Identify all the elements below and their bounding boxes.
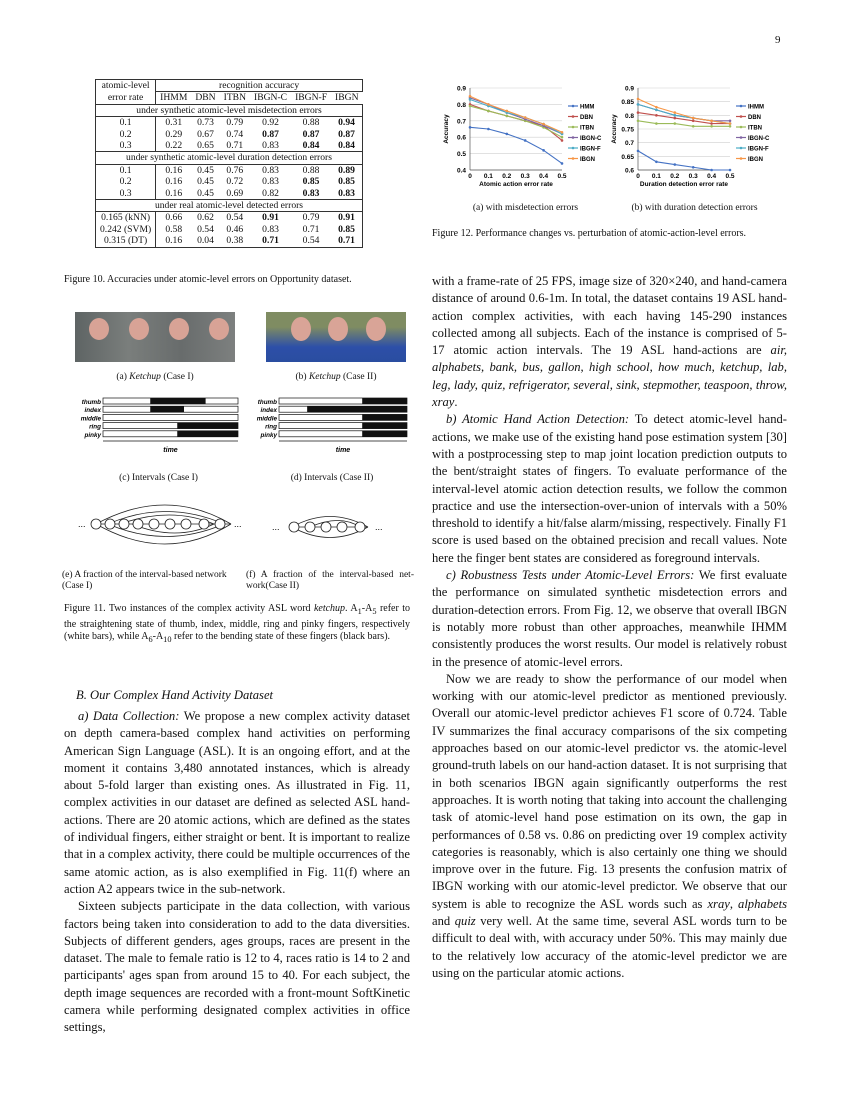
data-point (674, 111, 677, 114)
interval-bar-black (307, 406, 407, 412)
y-tick-label: 0.75 (621, 126, 634, 134)
data-point (561, 131, 564, 134)
table-cell-rate: 0.3 (96, 140, 156, 152)
x-tick-label: 0.2 (502, 173, 512, 180)
interval-bar-black (362, 423, 407, 429)
y-tick-label: 0.8 (456, 101, 466, 109)
table-row (96, 164, 363, 176)
interval-bar-white (103, 414, 238, 420)
legend-marker (572, 115, 575, 118)
data-point (674, 163, 677, 166)
misdetection-line-chart (440, 76, 615, 196)
table-column-header: ITBN (220, 92, 250, 104)
y-tick-label: 0.6 (456, 134, 466, 142)
ketchup-case1-photo (75, 312, 235, 362)
left-column-text (64, 708, 410, 1037)
legend-label: ITBN (748, 125, 762, 132)
fig12-sub-b: (b) with duration detection errors (631, 203, 758, 213)
legend-marker (740, 105, 743, 108)
table-cell: 0.83 (262, 176, 279, 188)
y-tick-label: 0.7 (624, 140, 634, 148)
table-cell: 0.83 (250, 140, 291, 152)
table-cell-rate: 0.1 (96, 117, 156, 129)
table-cell: 0.31 (156, 117, 192, 129)
table-cell: 0.71 (331, 235, 362, 247)
x-tick-label: 0.3 (520, 173, 530, 180)
data-point (561, 139, 564, 142)
page-number: 9 (775, 34, 781, 46)
data-point (469, 105, 472, 108)
table-section-row (96, 200, 363, 212)
network-node (337, 522, 347, 532)
data-point (655, 106, 658, 109)
series-line (638, 151, 730, 170)
x-tick-label: 0.1 (651, 173, 661, 180)
table-cell: 0.54 (291, 235, 331, 247)
ellipsis-left: ... (78, 519, 86, 529)
table-cell: 0.87 (331, 129, 362, 140)
interval-bar-black (177, 423, 238, 429)
network-case2-diagram (270, 510, 390, 550)
paragraph: c) Robustness Tests under Atomic-Level Errors: We first evaluate the performance on simulated synthetic misdetection errors and duration-detection errors. From Fig. 12, we observe that overall IBGN is notably more robust than other approaches, meanwhile IHMM consistently produces the worst results. Our model is relatively robust in the presence of atomic-level errors. (432, 568, 787, 669)
table-cell: 0.83 (262, 223, 279, 235)
x-tick-label: 0.3 (688, 173, 698, 180)
data-point (506, 115, 509, 118)
legend-marker (572, 157, 575, 160)
table-cell-rate: 0.242 (SVM) (96, 224, 156, 235)
x-tick-label: 0.4 (707, 173, 717, 180)
fig11-sub-e: (e) A fraction of the interval-based network (Case I) (62, 570, 227, 591)
right-column-text (432, 273, 787, 982)
interval-bar-black (362, 414, 407, 420)
table-cell-rate: 0.3 (96, 188, 156, 200)
network-node (165, 519, 175, 529)
legend-label: IBGN (748, 156, 763, 163)
data-point (692, 120, 695, 123)
legend-label: IBGN (580, 156, 595, 163)
data-point (655, 114, 658, 117)
table-cell: 0.72 (226, 176, 244, 188)
data-point (729, 125, 732, 128)
legend-marker (740, 115, 743, 118)
duration-line-chart (608, 76, 783, 196)
x-tick-label: 0.5 (725, 173, 735, 180)
time-label: time (335, 447, 351, 454)
table-row (96, 224, 363, 235)
data-point (506, 133, 509, 136)
table-cell-rate: 0.2 (96, 176, 156, 187)
table-cell-rate: 0.1 (96, 164, 156, 176)
data-point (561, 162, 564, 165)
table-cell: 0.46 (226, 223, 244, 235)
intervals-case1-diagram (76, 394, 241, 460)
paragraph: a) Data Collection: We propose a new complex activity dataset on depth camera-based complex hand activities on performing American Sign Language (ASL). It is an ongoing effort, and at the moment it contains 3,480 annotated instances, which is already about 5-fold larger than existing ones. As illustrated in Fig. 11, complex activities in our dataset are defined as selected ASL hand-actions. There are 20 atomic actions, which are defined as the states of individual fingers, either straight or bent. It is important to realize that in a complex activity, there could be multiple occurrences of the same atomic action, as is also exemplified in Fig. 11(f) where an action A2 appears twice in the sub-network. (64, 709, 410, 896)
legend-label: IBGN-C (580, 135, 602, 142)
series-line (470, 127, 562, 163)
network-node (355, 522, 365, 532)
finger-label: ring (265, 423, 277, 431)
interval-bar-black (150, 398, 205, 404)
table-cell: 0.62 (191, 212, 219, 224)
fig11-sub-c: (c) Intervals (Case I) (119, 473, 198, 483)
fig11-sub-d: (d) Intervals (Case II) (290, 473, 374, 483)
network-node (199, 519, 209, 529)
legend-marker (572, 136, 575, 139)
table-row (96, 129, 363, 140)
data-point (524, 116, 527, 119)
accuracy-table-container (95, 79, 363, 248)
table-cell: 0.76 (220, 164, 250, 176)
figure-12-caption: Figure 12. Performance changes vs. perturbation of atomic-action-level errors. (432, 228, 747, 239)
legend-marker (740, 157, 743, 160)
table-cell: 0.87 (262, 128, 279, 140)
paragraph: Sixteen subjects participate in the data collection, with various factors being taken into consideration to add to the data diversities. Subjects of different genders, ages groups, races are present in the dataset. The male to female ratio is 12 to 4, races ratio is 14 to 2 and participants' ages span from around 15 to 40. For each subject, the depth image sequences are recorded with a front-mount SoftKinetic camera while performing designated complex activities in office settings, (64, 899, 410, 1035)
data-point (469, 95, 472, 98)
data-point (561, 136, 564, 139)
y-tick-label: 0.8 (624, 112, 634, 120)
y-tick-label: 0.9 (624, 85, 634, 93)
network-node (105, 519, 115, 529)
legend-label: IHMM (748, 104, 764, 111)
table-row (96, 212, 363, 224)
finger-label: pinky (260, 431, 277, 439)
data-point (487, 128, 490, 131)
table-cell: 0.83 (331, 188, 362, 200)
table-cell: 0.73 (191, 117, 219, 129)
table-cell-rate: 0.165 (kNN) (96, 212, 156, 224)
x-tick-label: 0 (636, 173, 640, 180)
ellipsis-left: ... (272, 522, 280, 532)
table-column-header: IBGN (331, 92, 362, 104)
table-row (96, 176, 363, 187)
finger-label: thumb (81, 399, 101, 406)
y-tick-label: 0.9 (456, 85, 466, 93)
table-cell: 0.71 (220, 140, 250, 152)
data-point (469, 98, 472, 101)
table-cell: 0.82 (250, 188, 291, 200)
table-cell-rate: 0.2 (96, 129, 156, 140)
finger-label: index (84, 407, 101, 415)
network-node (181, 519, 191, 529)
table-cell: 0.67 (197, 128, 214, 140)
finger-label: middle (80, 415, 101, 423)
y-tick-label: 0.85 (621, 99, 634, 107)
data-point (542, 149, 545, 152)
paragraph: b) Atomic Hand Action Detection: To detect atomic-level hand-actions, we make use of the existing hand pose estimation system [30] with a postprocessing step to map joint location prediction outputs to the bent/straight states of fingers. To evaluate performance of the interval-level atomic action detection results, we follow the common practice and use the intersection-over-union of intervals with a 50% threshold to identify a hit/false alarm/missing, respectively. Finally F1 score is used based on the obtained precision and recall values. Note here the finger bent states are considered as foreground intervals. (432, 412, 787, 565)
table-cell: 0.89 (331, 164, 362, 176)
table-cell: 0.71 (302, 223, 320, 235)
data-point (655, 161, 658, 164)
x-tick-label: 0 (468, 173, 472, 180)
table-section-row (96, 152, 363, 164)
data-point (487, 103, 490, 106)
table-cell: 0.16 (156, 164, 192, 176)
data-point (692, 166, 695, 169)
table-cell: 0.69 (220, 188, 250, 200)
legend-label: DBN (580, 114, 593, 121)
table-row (96, 140, 363, 152)
network-case1-diagram (76, 494, 251, 564)
ellipsis-right: ... (375, 522, 383, 532)
table-cell: 0.85 (302, 176, 320, 188)
section-heading: B. Our Complex Hand Activity Dataset (76, 688, 274, 702)
table-cell: 0.16 (165, 176, 183, 188)
table-header-cell: recognition accuracy (156, 80, 363, 92)
data-point (655, 122, 658, 125)
table-cell: 0.91 (331, 212, 362, 224)
y-tick-label: 0.5 (456, 151, 466, 159)
ketchup-case2-photo (266, 312, 406, 362)
table-cell: 0.87 (302, 128, 320, 140)
legend-marker (740, 136, 743, 139)
table-cell: 0.91 (250, 212, 291, 224)
table-cell: 0.84 (291, 140, 331, 152)
table-cell-rate: 0.315 (DT) (96, 235, 156, 247)
intervals-case2-diagram (252, 394, 412, 460)
interval-bar-black (150, 406, 184, 412)
accuracy-table (95, 79, 363, 248)
network-node (215, 519, 225, 529)
data-point (710, 125, 713, 128)
table-cell: 0.88 (291, 117, 331, 129)
data-point (637, 150, 640, 153)
time-label: time (163, 447, 178, 454)
table-cell: 0.84 (331, 140, 362, 152)
legend-label: IBGN-C (748, 135, 770, 142)
data-point (710, 120, 713, 123)
data-point (655, 109, 658, 112)
legend-marker (572, 126, 575, 129)
legend-marker (572, 147, 575, 150)
figure-10-caption: Figure 10. Accuracies under atomic-level errors on Opportunity dataset. (64, 274, 352, 285)
data-point (637, 98, 640, 101)
data-point (729, 120, 732, 123)
y-axis-label: Accuracy (611, 114, 618, 144)
series-line (638, 104, 730, 120)
finger-label: pinky (84, 431, 101, 439)
network-node (321, 522, 331, 532)
legend-marker (740, 126, 743, 129)
arc-edge (96, 505, 231, 524)
table-cell: 0.83 (250, 164, 291, 176)
table-section-title: under synthetic atomic-level misdetection errors (96, 104, 363, 116)
table-column-header: IBGN-F (291, 92, 331, 104)
finger-label: middle (256, 415, 277, 423)
y-axis-label: Accuracy (443, 114, 450, 144)
legend-label: ITBN (580, 125, 594, 132)
data-point (692, 125, 695, 128)
table-cell: 0.45 (191, 188, 219, 200)
table-cell: 0.38 (220, 235, 250, 247)
table-cell: 0.85 (331, 224, 362, 235)
table-cell: 0.85 (331, 176, 362, 187)
table-row (96, 235, 363, 247)
paragraph: with a frame-rate of 25 FPS, image size of 320×240, and hand-camera distance of around 0.6-1m. In total, the dataset contains 19 ASL hand-action complex activities, with each having 145-290 instances collected among all subjects. Each of the instance is comprised of 5-17 atomic action intervals. The 19 ASL hand-actions are air, alphabets, bank, bus, gallon, high school, how much, ketchup, lab, leg, lady, quiz, refrigerator, several, sink, stepmother, teaspoon, throw, xray. (432, 274, 787, 410)
interval-bar-black (362, 398, 407, 404)
table-column-header: IHMM (156, 92, 192, 104)
data-point (542, 123, 545, 126)
series-line (470, 106, 562, 137)
y-tick-label: 0.7 (456, 118, 466, 126)
table-cell: 0.54 (197, 223, 214, 235)
table-cell: 0.54 (220, 212, 250, 224)
network-node (133, 519, 143, 529)
y-tick-label: 0.6 (624, 167, 634, 175)
table-cell: 0.74 (226, 128, 244, 140)
legend-label: HMM (580, 104, 595, 111)
data-point (637, 111, 640, 114)
interval-bar-black (362, 431, 407, 437)
table-section-row (96, 104, 363, 116)
finger-label: index (260, 407, 277, 415)
network-node (91, 519, 101, 529)
table-header-cell: atomic-level (96, 80, 156, 92)
table-cell: 0.88 (291, 164, 331, 176)
fig11-sub-f: (f) A fraction of the interval-based net- work(Case II) (246, 570, 414, 591)
table-column-header: IBGN-C (250, 92, 291, 104)
paragraph: Now we are ready to show the performance of our model when working with our atomic-level predictor as mentioned previously. Overall our atomic-level predictor achieves F1 score of 0.724. Table IV summarizes the final accuracy comparisons of the six competing approaches based on our atomic-level predictor vs. the atomic-level ground-truth labels on our hand-action dataset. It is not surprising that in both scenarios IBGN again significantly outperforms the rest approaches. It is worth noting that taking into account the challenging task of atomic-level hand pose estimation on its own, the gap in performances of 0.58 vs. 0.86 on predicting over 19 complex activity categories is reasonably, which is also certainly one thing we should improve over in the future. Fig. 13 presents the confusion matrix of IBGN working with our atomic-level predictor. We observe that our system is able to recognize the ASL words such as xray, alphabets and quiz very well. At the same time, several ASL words turn to be difficult to deal with, with accuracy under 50%. This may mainly due to the relatively low accuracy of the atomic-level predictor we are using on the particular atomic actions. (432, 671, 787, 980)
legend-marker (572, 105, 575, 108)
x-tick-label: 0.5 (557, 173, 567, 180)
y-tick-label: 0.65 (621, 153, 634, 161)
table-row (96, 188, 363, 200)
x-axis-label: Duration detection error rate (639, 181, 729, 188)
network-node (119, 519, 129, 529)
y-tick-label: 0.4 (456, 167, 466, 175)
data-point (674, 117, 677, 120)
table-cell: 0.22 (156, 140, 192, 152)
table-cell: 0.29 (165, 128, 183, 140)
table-cell: 0.16 (156, 235, 192, 247)
interval-bar-black (177, 431, 238, 437)
ellipsis-right: ... (234, 519, 242, 529)
table-cell: 0.58 (165, 223, 183, 235)
fig11-sub-b: (b) Ketchup (Case II) (295, 372, 377, 382)
data-point (729, 122, 732, 125)
data-point (524, 139, 527, 142)
table-section-title: under real atomic-level detected errors (96, 200, 363, 212)
data-point (692, 117, 695, 120)
table-section-title: under synthetic atomic-level duration detection errors (96, 152, 363, 164)
network-node (305, 522, 315, 532)
network-node (149, 519, 159, 529)
network-node (289, 522, 299, 532)
data-point (506, 110, 509, 113)
data-point (674, 122, 677, 125)
table-row (96, 117, 363, 129)
table-cell: 0.45 (197, 176, 214, 188)
table-cell: 0.66 (156, 212, 192, 224)
table-cell: 0.65 (191, 140, 219, 152)
data-point (674, 114, 677, 117)
table-cell: 0.92 (250, 117, 291, 129)
data-point (637, 103, 640, 106)
data-point (637, 120, 640, 123)
data-point (729, 169, 732, 172)
table-cell: 0.71 (250, 235, 291, 247)
table-cell: 0.04 (191, 235, 219, 247)
table-cell: 0.16 (156, 188, 192, 200)
legend-label: IBGN-F (748, 146, 769, 153)
table-header-cell: error rate (96, 92, 156, 104)
finger-label: ring (89, 423, 101, 431)
legend-marker (740, 147, 743, 150)
data-point (710, 169, 713, 172)
fig12-sub-a: (a) with misdetection errors (472, 203, 579, 213)
finger-label: thumb (257, 399, 277, 406)
fig11-sub-a: (a) Ketchup (Case I) (116, 372, 194, 382)
table-cell: 0.45 (191, 164, 219, 176)
data-point (487, 110, 490, 113)
x-axis-label: Atomic action error rate (479, 181, 553, 188)
arc-edge (310, 521, 360, 528)
x-tick-label: 0.2 (670, 173, 680, 180)
table-cell: 0.79 (220, 117, 250, 129)
legend-label: IBGN-F (580, 146, 601, 153)
table-cell: 0.79 (291, 212, 331, 224)
data-point (469, 126, 472, 129)
figure-11-caption: Figure 11. Two instances of the complex activity ASL word ketchup. $A_1-A_5$ refer to the straightening state of thumb, index, middle, ring and pinky fingers, respectively (white bars), while $A_6-A_{10}$ refer to the bending state of these fingers (black bars). (64, 603, 410, 644)
table-cell: 0.94 (331, 117, 362, 129)
x-tick-label: 0.4 (539, 173, 549, 180)
table-cell: 0.83 (291, 188, 331, 200)
table-column-header: DBN (191, 92, 219, 104)
data-point (710, 122, 713, 125)
legend-label: DBN (748, 114, 761, 121)
x-tick-label: 0.1 (483, 173, 493, 180)
